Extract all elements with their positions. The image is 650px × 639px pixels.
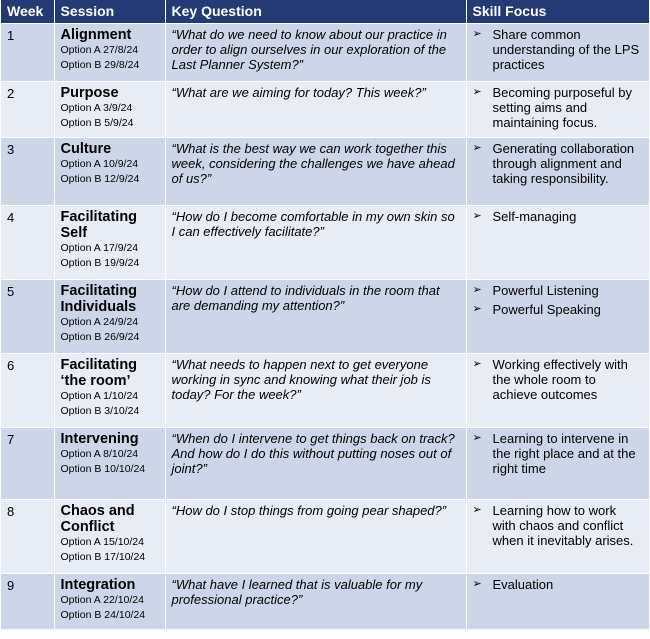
session-option-date: Option B 10/10/24 (60, 462, 146, 475)
skill-text: Powerful Listening (492, 282, 599, 298)
session-cell (54, 427, 165, 499)
week-number: 1 (1, 23, 54, 81)
session-option-date: Option A 17/9/24 (60, 241, 139, 254)
skill-focus-cell (466, 23, 649, 81)
session-option-date: Option B 17/10/24 (60, 550, 146, 563)
skill-item (473, 27, 643, 72)
arrow-bullet-icon: ➢ (472, 141, 482, 154)
table-row (1, 23, 649, 81)
session-cell (54, 573, 165, 629)
arrow-bullet-icon: ➢ (472, 283, 482, 296)
session-option-date: Option A 15/10/24 (60, 535, 144, 548)
session-option-date: Option B 29/8/24 (60, 58, 140, 71)
session-option-date: Option B 24/10/24 (60, 608, 146, 621)
header-week: Week (1, 0, 54, 23)
session-cell (54, 499, 165, 573)
session-name: Facilitating Self (60, 208, 138, 241)
key-question: “What have I learned that is valuable for my professional practice?” (165, 573, 466, 629)
skill-item (473, 431, 643, 476)
skill-list (473, 141, 643, 186)
table-row (1, 279, 649, 353)
key-question: “What do we need to know about our practice in order to align ourselves in our exploration of the Last Planner System?” (165, 23, 466, 81)
session-option-date: Option B 12/9/24 (60, 172, 140, 185)
week-number: 3 (1, 137, 54, 205)
skill-list (473, 503, 643, 548)
table-row (1, 353, 649, 427)
skill-text: Powerful Speaking (492, 301, 601, 317)
week-number: 6 (1, 353, 54, 427)
session-name: Integration (60, 576, 136, 593)
session-option-date: Option B 19/9/24 (60, 256, 140, 269)
arrow-bullet-icon: ➢ (472, 357, 482, 370)
session-cell (54, 279, 165, 353)
skill-list (473, 209, 643, 224)
week-number: 7 (1, 427, 54, 499)
key-question: “How do I stop things from going pear shaped?” (165, 499, 466, 573)
skill-item (473, 209, 643, 224)
week-number: 8 (1, 499, 54, 573)
skill-focus-cell (466, 353, 649, 427)
session-cell (54, 137, 165, 205)
arrow-bullet-icon: ➢ (472, 209, 482, 222)
session-cell (54, 205, 165, 279)
table-row (1, 427, 649, 499)
session-name: Chaos and Conflict (60, 502, 135, 535)
key-question: “How do I attend to individuals in the room that are demanding my attention?” (165, 279, 466, 353)
skill-item (473, 357, 643, 402)
skill-focus-cell (466, 205, 649, 279)
session-option-date: Option A 22/10/24 (60, 593, 144, 606)
skill-text: Share common understanding of the LPS practices (492, 26, 640, 72)
session-name: Culture (60, 140, 112, 157)
session-cell (54, 23, 165, 81)
skill-text: Working effectively with the whole room to achieve outcomes (492, 356, 628, 402)
skill-list (473, 283, 643, 317)
header-row (1, 0, 649, 23)
skill-list (473, 577, 643, 592)
table-row (1, 499, 649, 573)
arrow-bullet-icon: ➢ (472, 503, 482, 516)
skill-item (473, 302, 643, 317)
session-name: Facilitating ‘the room’ (60, 356, 138, 389)
skill-focus-cell (466, 573, 649, 629)
session-name: Intervening (60, 430, 139, 447)
session-option-date: Option A 8/10/24 (60, 447, 139, 460)
arrow-bullet-icon: ➢ (472, 302, 482, 315)
session-option-date: Option A 24/9/24 (60, 315, 139, 328)
session-option-date: Option B 5/9/24 (60, 116, 134, 129)
session-schedule-table (1, 0, 650, 630)
table-row (1, 573, 649, 629)
skill-focus-cell (466, 279, 649, 353)
session-option-date: Option A 1/10/24 (60, 389, 139, 402)
key-question: “When do I intervene to get things back on track? And how do I do this without putting noses out of joint?” (165, 427, 466, 499)
week-number: 9 (1, 573, 54, 629)
skill-item (473, 283, 643, 298)
week-number: 5 (1, 279, 54, 353)
arrow-bullet-icon: ➢ (472, 431, 482, 444)
arrow-bullet-icon: ➢ (472, 27, 482, 40)
table-row (1, 205, 649, 279)
session-name: Facilitating Individuals (60, 282, 138, 315)
skill-text: Learning to intervene in the right place and at the right time (492, 430, 636, 476)
skill-list (473, 85, 643, 130)
skill-item (473, 577, 643, 592)
session-option-date: Option A 3/9/24 (60, 101, 133, 114)
skill-focus-cell (466, 81, 649, 137)
session-name: Purpose (60, 84, 119, 101)
header-key-question: Key Question (165, 0, 466, 23)
skill-list (473, 357, 643, 402)
session-option-date: Option A 27/8/24 (60, 43, 139, 56)
session-option-date: Option A 10/9/24 (60, 157, 139, 170)
skill-item (473, 141, 643, 186)
table-row (1, 137, 649, 205)
key-question: “How do I become comfortable in my own skin so I can effectively facilitate?” (165, 205, 466, 279)
skill-focus-cell (466, 137, 649, 205)
session-name: Alignment (60, 26, 132, 43)
session-cell (54, 81, 165, 137)
table-row (1, 81, 649, 137)
skill-text: Self-managing (492, 208, 577, 224)
skill-text: Generating collaboration through alignment and taking responsibility. (492, 140, 635, 186)
session-option-date: Option B 26/9/24 (60, 330, 140, 343)
skill-item (473, 85, 643, 130)
key-question: “What is the best way we can work together this week, considering the challenges we have ahead of us?” (165, 137, 466, 205)
skill-list (473, 27, 643, 72)
skill-item (473, 503, 643, 548)
skill-text: Learning how to work with chaos and conflict when it inevitably arises. (492, 502, 634, 548)
session-option-date: Option B 3/10/24 (60, 404, 140, 417)
week-number: 2 (1, 81, 54, 137)
session-cell (54, 353, 165, 427)
week-number: 4 (1, 205, 54, 279)
arrow-bullet-icon: ➢ (472, 577, 482, 590)
skill-focus-cell (466, 499, 649, 573)
header-skill-focus: Skill Focus (466, 0, 649, 23)
skill-text: Evaluation (492, 576, 554, 592)
arrow-bullet-icon: ➢ (472, 85, 482, 98)
header-session: Session (54, 0, 165, 23)
skill-focus-cell (466, 427, 649, 499)
table-body (1, 23, 649, 629)
key-question: “What are we aiming for today? This week?” (165, 81, 466, 137)
key-question: “What needs to happen next to get everyone working in sync and knowing what their job is today? For the week?” (165, 353, 466, 427)
skill-list (473, 431, 643, 476)
skill-text: Becoming purposeful by setting aims and maintaining focus. (492, 84, 632, 130)
